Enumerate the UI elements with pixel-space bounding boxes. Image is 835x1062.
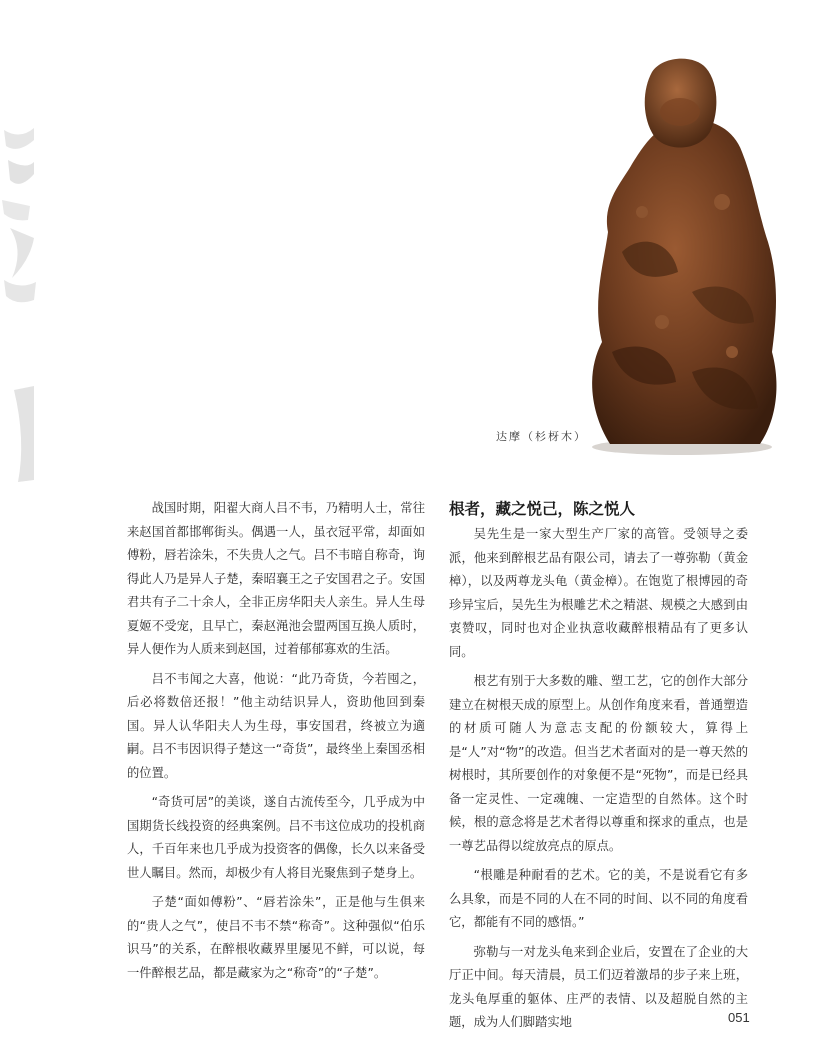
- right-text-column: [449, 497, 748, 1041]
- paragraph: 子楚“面如傅粉”、“唇若涂朱”，正是他与生俱来的“贵人之气”，使吕不韦不禁“称奇”。这种强似“伯乐识马”的关系，在醉根收藏界里屡见不鲜，可以说，每一件醉根艺品，都是藏家为之“称奇”的“子楚”。: [127, 895, 425, 980]
- paragraph: 弥勒与一对龙头龟来到企业后，安置在了企业的大厅正中间。每天清晨，员工们迈着激昂的步子来上班，龙头龟厚重的躯体、庄严的表情、以及超脱自然的主题，成为人们脚踏实地: [449, 944, 748, 1029]
- root-carving-photo: [582, 52, 782, 460]
- paragraph: 根艺有别于大多数的雕、塑工艺，它的创作大部分建立在树根天成的原型上。从创作角度来看，普通塑造的材质可随人为意志支配的份额较大，算得上是“人”对“物”的改造。但当艺术者面对的是一尊天然的树根时，其所要创作的对象便不是“死物”，而是已经具备一定灵性、一定魂魄、一定造型的自然体。这个时候，根的意念将是艺术者得以尊重和探求的重点，也是一尊艺品得以绽放亮点的原点。: [449, 674, 748, 853]
- paragraph: “奇货可居”的美谈，遂自古流传至今，几乎成为中国期货长线投资的经典案例。吕不韦这位成功的投机商人，千百年来也几乎成为投资客的偶像，长久以来备受世人瞩目。然而，却极少有人将目光聚焦到子楚身上。: [127, 795, 425, 880]
- page-number: 051: [728, 1010, 750, 1025]
- image-caption: 达摩（杉枒木）: [496, 430, 587, 443]
- brush-stroke-icon: [0, 110, 38, 490]
- paragraph: 战国时期，阳翟大商人吕不韦，乃精明人士，常往来赵国首都邯郸街头。偶遇一人，虽衣冠平常，却面如傅粉，唇若涂朱，不失贵人之气。吕不韦暗自称奇，询得此人乃是异人子楚，秦昭襄王之子安国君之子。安国君共有子二十余人，全非正房华阳夫人亲生。异人生母夏姬不受宠，且早亡，秦赵渑池会盟两国互换人质时，异人便作为人质来到赵国，过着郁郁寡欢的生活。: [127, 501, 425, 656]
- left-text-column: [127, 497, 425, 991]
- paragraph: 吕不韦闻之大喜，他说：“此乃奇货，今若囤之，后必将数倍还报！”他主动结识异人，资助他回到秦国。异人认华阳夫人为生母，事安国君，终被立为適嗣。吕不韦因识得子楚这一“奇货”，最终坐上秦国丞相的位置。: [127, 671, 425, 780]
- paragraph: “根雕是种耐看的艺术。它的美，不是说看它有多么具象，而是不同的人在不同的时间、以不同的角度看它，都能有不同的感悟。”: [449, 868, 748, 929]
- decorative-calligraphy-strip: [0, 110, 38, 490]
- section-heading: 根者，藏之悦己，陈之悦人: [449, 499, 636, 518]
- paragraph: 吴先生是一家大型生产厂家的高管。受领导之委派，他来到醉根艺品有限公司，请去了一尊弥勒（黄金樟），以及两尊龙头龟（黄金樟）。在饱览了根博园的奇珍异宝后，吴先生为根雕艺术之精湛、规模之大感到由衷赞叹，同时也对企业执意收藏醉根精品有了更多认同。: [449, 527, 748, 659]
